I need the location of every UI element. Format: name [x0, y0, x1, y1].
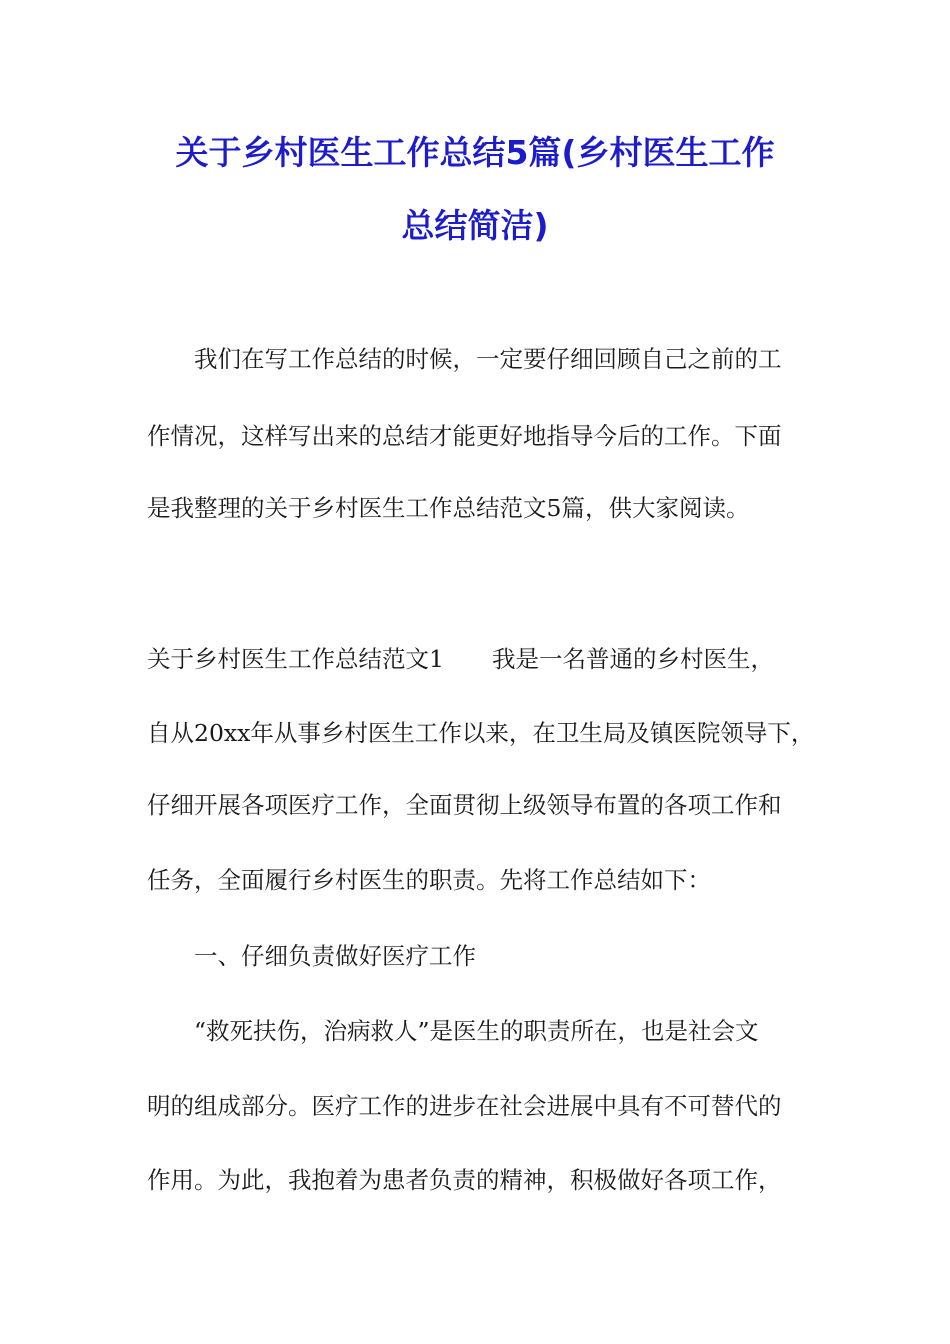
- section1-first-line: [147, 643, 847, 675]
- document-title-line-2: 总结简洁): [401, 206, 549, 245]
- section1-subheading: 一、仔细负责做好医疗工作: [194, 942, 476, 970]
- section1-para-line-2: 明的组成部分。医疗工作的进步在社会进展中具有不可替代的: [147, 1092, 782, 1120]
- section1-para-line-3: 作用。为此，我抱着为患者负责的精神，积极做好各项工作，: [147, 1166, 782, 1194]
- section1-lead-text: 我是一名普通的乡村医生，: [491, 645, 774, 673]
- intro-line-2: 作情况，这样写出来的总结才能更好地指导今后的工作。下面: [147, 422, 782, 450]
- section1-para-line-1: “救死扶伤，治病救人”是医生的职责所在，也是社会文: [194, 1017, 759, 1045]
- section1-line-3: 任务，全面履行乡村医生的职责。先将工作总结如下：: [147, 866, 711, 894]
- section1-heading: 关于乡村医生工作总结范文1: [147, 645, 444, 673]
- intro-line-1: 我们在写工作总结的时候，一定要仔细回顾自己之前的工: [194, 345, 782, 373]
- intro-line-3: 是我整理的关于乡村医生工作总结范文5篇，供大家阅读。: [147, 494, 750, 522]
- section1-line-1: 自从20xx年从事乡村医生工作以来，在卫生局及镇医院领导下，: [147, 719, 815, 747]
- section1-line-2: 仔细开展各项医疗工作，全面贯彻上级领导布置的各项工作和: [147, 791, 782, 819]
- document-title-line-1: 关于乡村医生工作总结5篇(乡村医生工作: [175, 133, 775, 172]
